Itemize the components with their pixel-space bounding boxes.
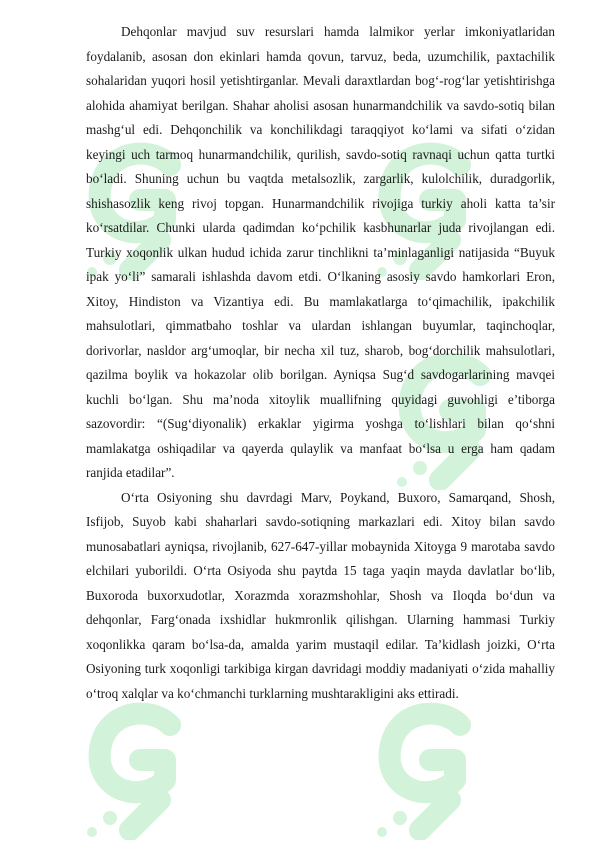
watermark-logo-icon bbox=[70, 690, 210, 840]
document-body bbox=[86, 20, 555, 706]
paragraph: Dehqonlar mavjud suv resurslari hamda lalmikor yerlar imkoniyatlaridan foydalanib, asosan don ekinlari hamda qovun, tarvuz, beda, uzumchilik, paxtachilik sohalaridan yuqori hosil yetishtirganlar. Mevali daraxtlardan bog‘-rog‘lar yetishtirishga alohida ahamiyat berilgan. Shahar aholisi asosan hunarmandchilik va savdo-sotiq bilan mashg‘ul edi. Dehqonchilik va konchilikdagi taraqqiyot ko‘lami va sifati o‘zidan keyingi uch tarmoq hunarmandchilik, qurilish, savdo-sotiq ravnaqi uchun qatta turtki bo‘ladi. Shuning uchun bu vaqtda metalsozlik, zargarlik, kulolchilik, duradgorlik, shishasozlik keng rivoj topgan. Hunarmandchilik rivojiga turkiy aholi katta ta’sir ko‘rsatdilar. Chunki ularda qadimdan ko‘pchilik kasbhunarlar juda rivojlangan edi. Turkiy xoqonlik ulkan hudud ichida zarur tinchlikni ta’minlaganligi natijasida “Buyuk ipak yo‘li” samarali ishlashda davom etdi. O‘lkaning asosiy savdo hamkorlari Eron, Xitoy, Hindiston va Vizantiya edi. Bu mamlakatlarga to‘qimachilik, ipakchilik mahsulotlari, qimmatbaho toshlar va ulardan ishlangan buyumlar, taqinchoqlar, dorivorlar, nasldor arg‘umoqlar, bir necha xil tuz, sharob, bog‘dorchilik mahsulotlari, qazilma boylik va hokazolar olib borilgan. Ayniqsa Sug‘d savdogarlarining mavqei kuchli bo‘lgan. Shu ma’noda xitoylik muallifning quyidagi guvohligi e’tiborga sazovordir: “(Sug‘diyonalik) erkaklar yigirma yoshga to‘lishlari bilan qo‘shni mamlakatga oshiqadilar va qayerda qulaylik va manfaat bo‘lsa u erga ham qadam ranjida etadilar”. bbox=[86, 24, 555, 480]
watermark-logo-icon bbox=[360, 690, 500, 840]
paragraph: O‘rta Osiyoning shu davrdagi Marv, Poykand, Buxoro, Samarqand, Shosh, Isfijob, Suyob kabi shaharlari savdo-sotiqning markazlari edi. Xitoy bilan savdo munosabatlari ayniqsa, rivojlanib, 627-647-yillar mobaynida Xitoyga 9 marotaba savdo elchilari yuborildi. O‘rta Osiyoda shu paytda 15 taga yaqin mayda davlatlar bo‘lib, Buxoroda buxorxudotlar, Xorazmda xorazmshohlar, Shosh va Iloqda bo‘dun va dehqonlar, Farg‘onada ixshidlar hukmronlik qilishgan. Ularning hammasi Turkiy xoqonlikka qaram bo‘lsa-da, amalda yarim mustaqil edilar. Ta’kidlash joizki, O‘rta Osiyoning turk xoqonligi tarkibiga kirgan davridagi moddiy madaniyati o‘zida mahalliy o‘troq xalqlar va ko‘chmanchi turklarning mushtarakligini aks ettiradi. bbox=[86, 489, 555, 701]
